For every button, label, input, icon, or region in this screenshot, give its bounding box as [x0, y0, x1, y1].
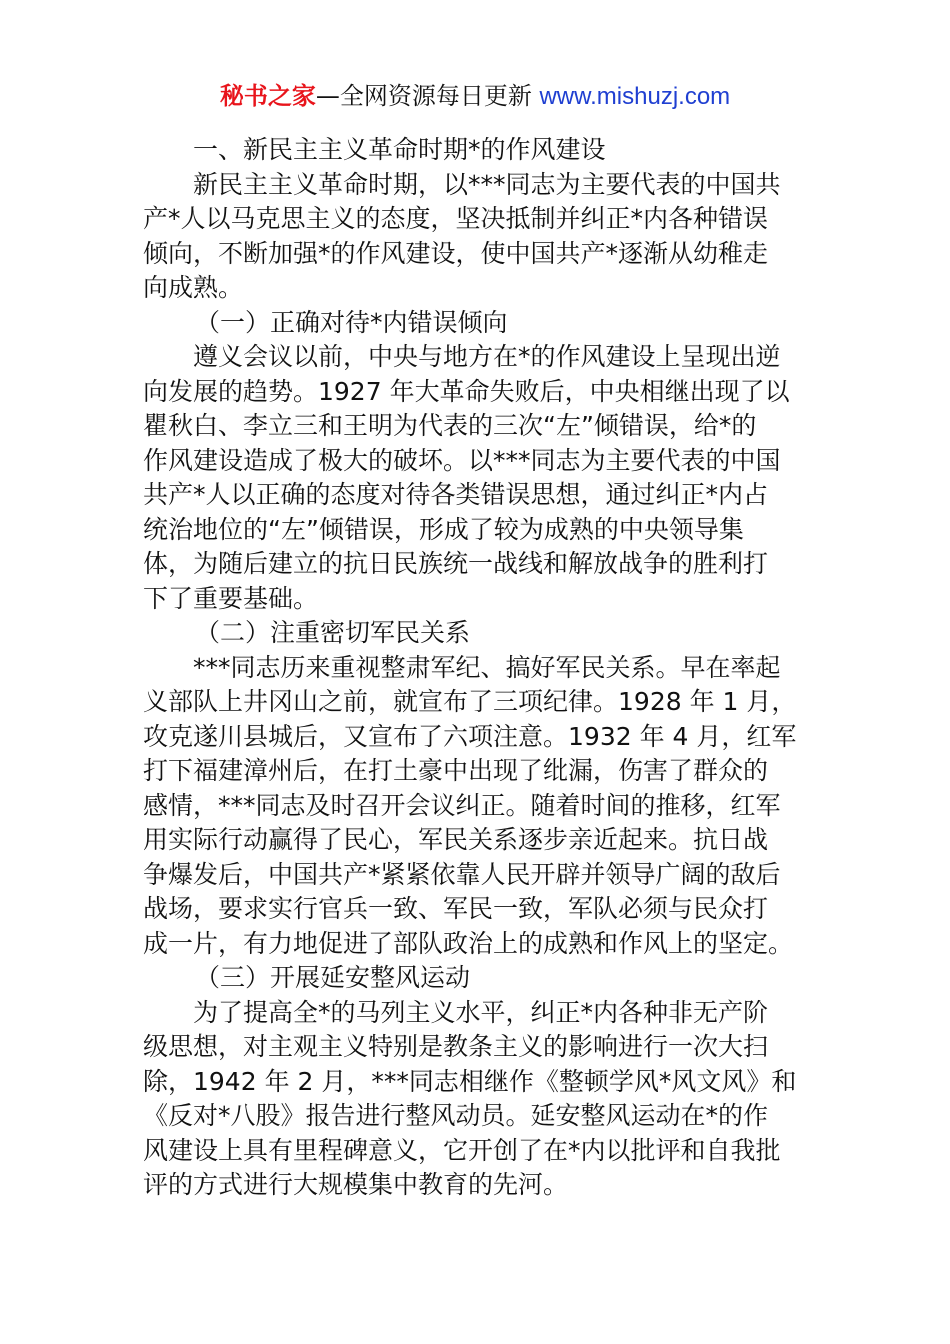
paragraph-line: 评的方式进行大规模集中教育的先河。 [143, 1170, 569, 1199]
paragraph-line: 共产*人以正确的态度对待各类错误思想，通过纠正*内占 [143, 480, 769, 509]
paragraph-line: 义部队上井冈山之前，就宣布了三项纪律。1928 年 1 月， [143, 687, 797, 716]
paragraph-line: 为了提高全*的马列主义水平，纠正*内各种非无产阶 [193, 997, 769, 1027]
subsection-heading: （三）开展延安整风运动 [195, 963, 471, 992]
section-heading: 一、新民主主义革命时期*的作风建设 [193, 135, 606, 164]
paragraph-line: 成一片，有力地促进了部队政治上的成熟和作风上的坚定。 [143, 928, 794, 958]
paragraph-line: 瞿秋白、李立三和王明为代表的三次“左”倾错误，给*的 [143, 411, 757, 440]
paragraph-line: 体，为随后建立的抗日民族统一战线和解放战争的胜利打 [143, 549, 769, 578]
site-brand: 秘书之家 [219, 82, 316, 110]
subsection-heading: （二）注重密切军民关系 [195, 618, 471, 647]
paragraph-line: 向发展的趋势。1927 年大革命失败后，中央相继出现了以 [143, 376, 790, 406]
paragraph-line: 作风建设造成了极大的破坏。以***同志为主要代表的中国 [143, 445, 781, 475]
paragraph-line: 向成熟。 [143, 273, 244, 302]
paragraph-line: 遵义会议以前，中央与地方在*的作风建设上呈现出逆 [193, 342, 781, 371]
document-body [143, 133, 813, 1203]
paragraph-line: 级思想，对主观主义特别是教条主义的影响进行一次大扫 [143, 1032, 769, 1061]
paragraph-line: 《反对*八股》报告进行整风动员。延安整风运动在*的作 [143, 1101, 769, 1130]
paragraph-line: 感情，***同志及时召开会议纠正。随着时间的推移，红军 [143, 790, 781, 820]
paragraph-line: 下了重要基础。 [143, 583, 319, 613]
site-url-link[interactable]: www.mishuzj.com [539, 83, 731, 110]
paragraph-line: 统治地位的“左”倾错误，形成了较为成熟的中央领导集 [143, 514, 744, 544]
site-tagline: —全网资源每日更新 [315, 82, 540, 110]
paragraph-line: 产*人以马克思主义的态度，坚决抵制并纠正*内各种错误 [143, 204, 769, 233]
paragraph-line: 新民主主义革命时期，以***同志为主要代表的中国共 [193, 169, 781, 199]
paragraph-line: 用实际行动赢得了民心，军民关系逐步亲近起来。抗日战 [143, 825, 769, 854]
site-header [0, 80, 950, 113]
paragraph-line: 争爆发后，中国共产*紧紧依靠人民开辟并领导广阔的敌后 [143, 859, 781, 889]
paragraph-line: 战场，要求实行官兵一致、军民一致，军队必须与民众打 [143, 894, 769, 923]
paragraph-line: 打下福建漳州后，在打土豪中出现了纰漏，伤害了群众的 [143, 756, 769, 785]
paragraph-line: 倾向，不断加强*的作风建设，使中国共产*逐渐从幼稚走 [143, 238, 769, 268]
paragraph-line: 攻克遂川县城后，又宣布了六项注意。1932 年 4 月，红军 [143, 721, 797, 751]
paragraph-line: 除，1942 年 2 月，***同志相继作《整顿学风*风文风》和 [143, 1066, 797, 1096]
paragraph-line: 风建设上具有里程碑意义，它开创了在*内以批评和自我批 [143, 1135, 781, 1165]
paragraph-line: ***同志历来重视整肃军纪、搞好军民关系。早在率起 [193, 652, 781, 682]
subsection-heading: （一）正确对待*内错误倾向 [195, 307, 508, 337]
